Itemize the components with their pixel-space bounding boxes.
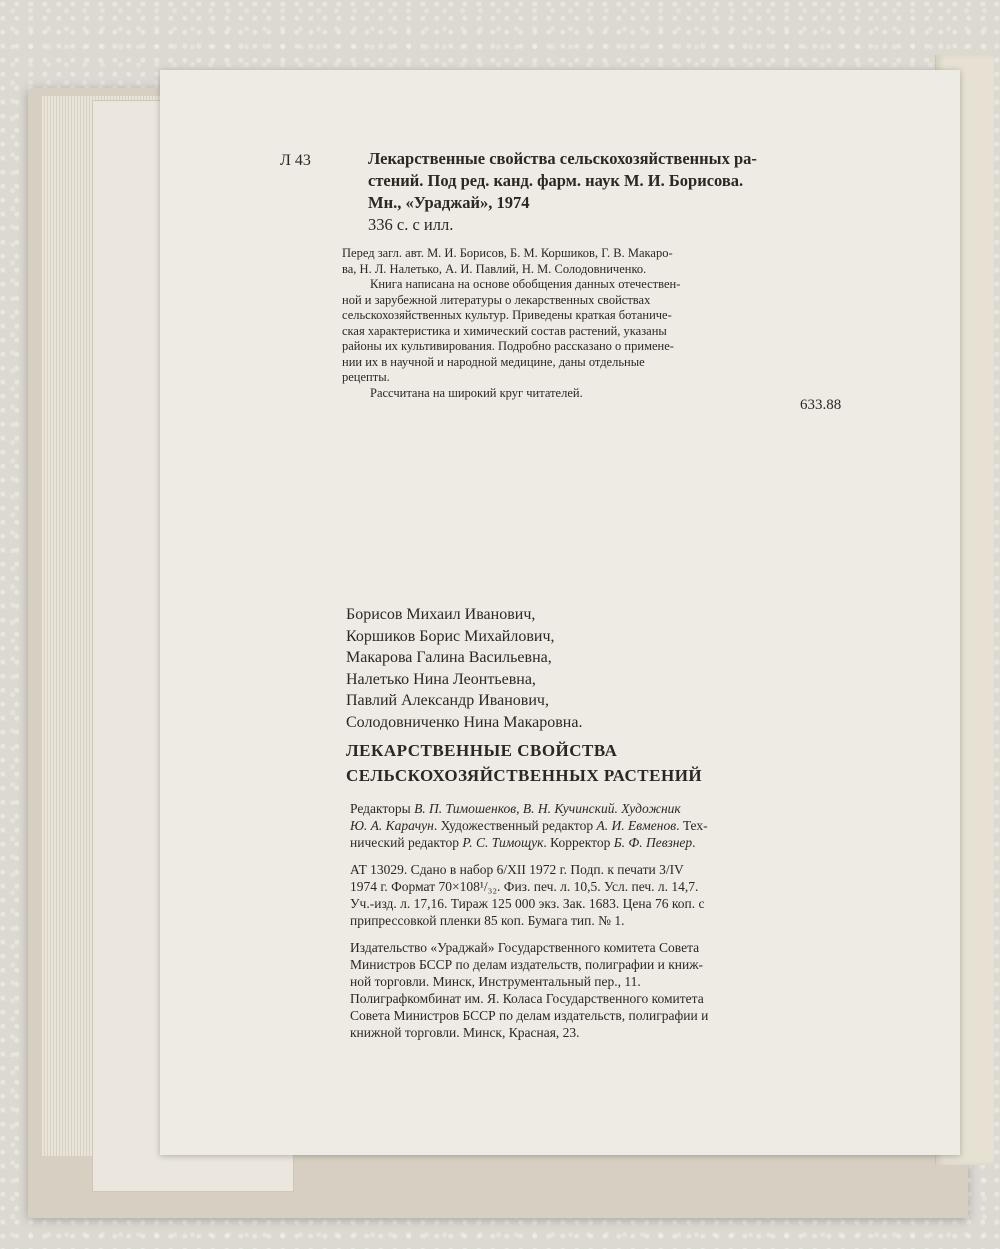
editors-line	[350, 817, 708, 834]
author-name: Борисов Михаил Иванович,	[346, 606, 536, 623]
pages-count: 336 с. с илл.	[368, 215, 454, 234]
heading-line: Лекарственные свойства сельскохозяйственных ра-	[368, 149, 757, 168]
editors-line	[350, 834, 708, 851]
publisher-line: Совета Министров БССР по делам издательств, полиграфии и	[350, 1008, 709, 1023]
card-heading	[368, 148, 757, 236]
annotation-line: Рассчитана на широкий круг читателей.	[370, 385, 583, 400]
heading-line: стений. Под ред. канд. фарм. наук М. И. Борисова.	[368, 171, 744, 190]
author-name: Макарова Галина Васильевна,	[346, 649, 552, 666]
print-line: 1974 г. Формат 70×108¹/₃₂. Физ. печ. л. 10,5. Усл. печ. л. 14,7.	[350, 879, 699, 894]
annotation-line: районы их культивирования. Подробно рассказано о примене-	[342, 339, 674, 353]
annotation-line: Книга написана на основе обобщения данных отечествен-	[370, 277, 681, 291]
editors-text: . Тех-	[676, 818, 708, 833]
authors-list	[346, 604, 582, 733]
editors-text: нический редактор	[350, 835, 463, 850]
proofreader-name: Б. Ф. Певзнер	[613, 835, 693, 850]
author-name: Солодовниченко Нина Макаровна.	[346, 713, 583, 731]
title-line: СЕЛЬСКОХОЗЯЙСТВЕННЫХ РАСТЕНИЙ	[346, 766, 703, 785]
editors-text: . Корректор	[543, 835, 614, 850]
editors-text: . Художественный редактор	[433, 818, 597, 833]
print-line: Уч.-изд. л. 17,16. Тираж 125 000 экз. Зак. 1683. Цена 76 коп. с	[350, 896, 705, 911]
title-line: ЛЕКАРСТВЕННЫЕ СВОЙСТВА	[346, 741, 618, 760]
annotation-line: нии их в научной и народной медицине, даны отдельные	[342, 354, 645, 369]
book-title	[346, 738, 702, 788]
editors-text: Редакторы	[350, 801, 415, 816]
art-editor-name: А. И. Евменов	[596, 818, 677, 833]
annotation-line: ной и зарубежной литературы о лекарственных свойствах	[342, 292, 651, 307]
annotation-line: сельскохозяйственных культур. Приведены краткая ботаниче-	[342, 308, 672, 322]
publisher-line: Полиграфкомбинат им. Я. Коласа Государственного комитета	[350, 991, 704, 1006]
annotation-line: ва, Н. Л. Налетько, А. И. Павлий, Н. М. Солодовниченко.	[342, 261, 647, 276]
author-name: Налетько Нина Леонтьевна,	[346, 670, 536, 688]
catalog-code: Л 43	[280, 152, 311, 169]
publisher-line: Издательство «Ураджай» Государственного комитета Совета	[350, 940, 700, 955]
heading-line: Мн., «Ураджай», 1974	[368, 193, 530, 212]
annotation-line: Перед загл. авт. М. И. Борисов, Б. М. Коршиков, Г. В. Макаро-	[342, 246, 673, 260]
book-page	[160, 70, 960, 1155]
tech-editor-name: Р. С. Тимощук	[462, 835, 544, 850]
publisher-line: Министров БССР по делам издательств, полиграфии и книж-	[350, 957, 704, 972]
editors-line	[350, 800, 708, 817]
annotation	[342, 246, 680, 401]
editors-names: В. П. Тимошенков, В. Н. Кучинский. Художник	[414, 801, 681, 816]
editors-text: .	[692, 835, 696, 850]
author-name: Коршиков Борис Михайлович,	[346, 627, 555, 645]
publisher-line: ной торговли. Минск, Инструментальный пер., 11.	[350, 974, 641, 989]
annotation-line: ская характеристика и химический состав растений, указаны	[342, 323, 667, 338]
print-line: АТ 13029. Сдано в набор 6/XII 1972 г. Подп. к печати 3/IV	[350, 862, 684, 877]
author-name: Павлий Александр Иванович,	[346, 692, 549, 709]
annotation-line: рецепты.	[342, 370, 390, 384]
classification-code: 633.88	[800, 397, 842, 413]
publisher-line: книжной торговли. Минск, Красная, 23.	[350, 1025, 580, 1040]
imprint	[350, 800, 708, 1041]
print-line: припрессовкой пленки 85 коп. Бумага тип. № 1.	[350, 913, 625, 928]
artist-name: Ю. А. Карачун	[350, 818, 434, 833]
